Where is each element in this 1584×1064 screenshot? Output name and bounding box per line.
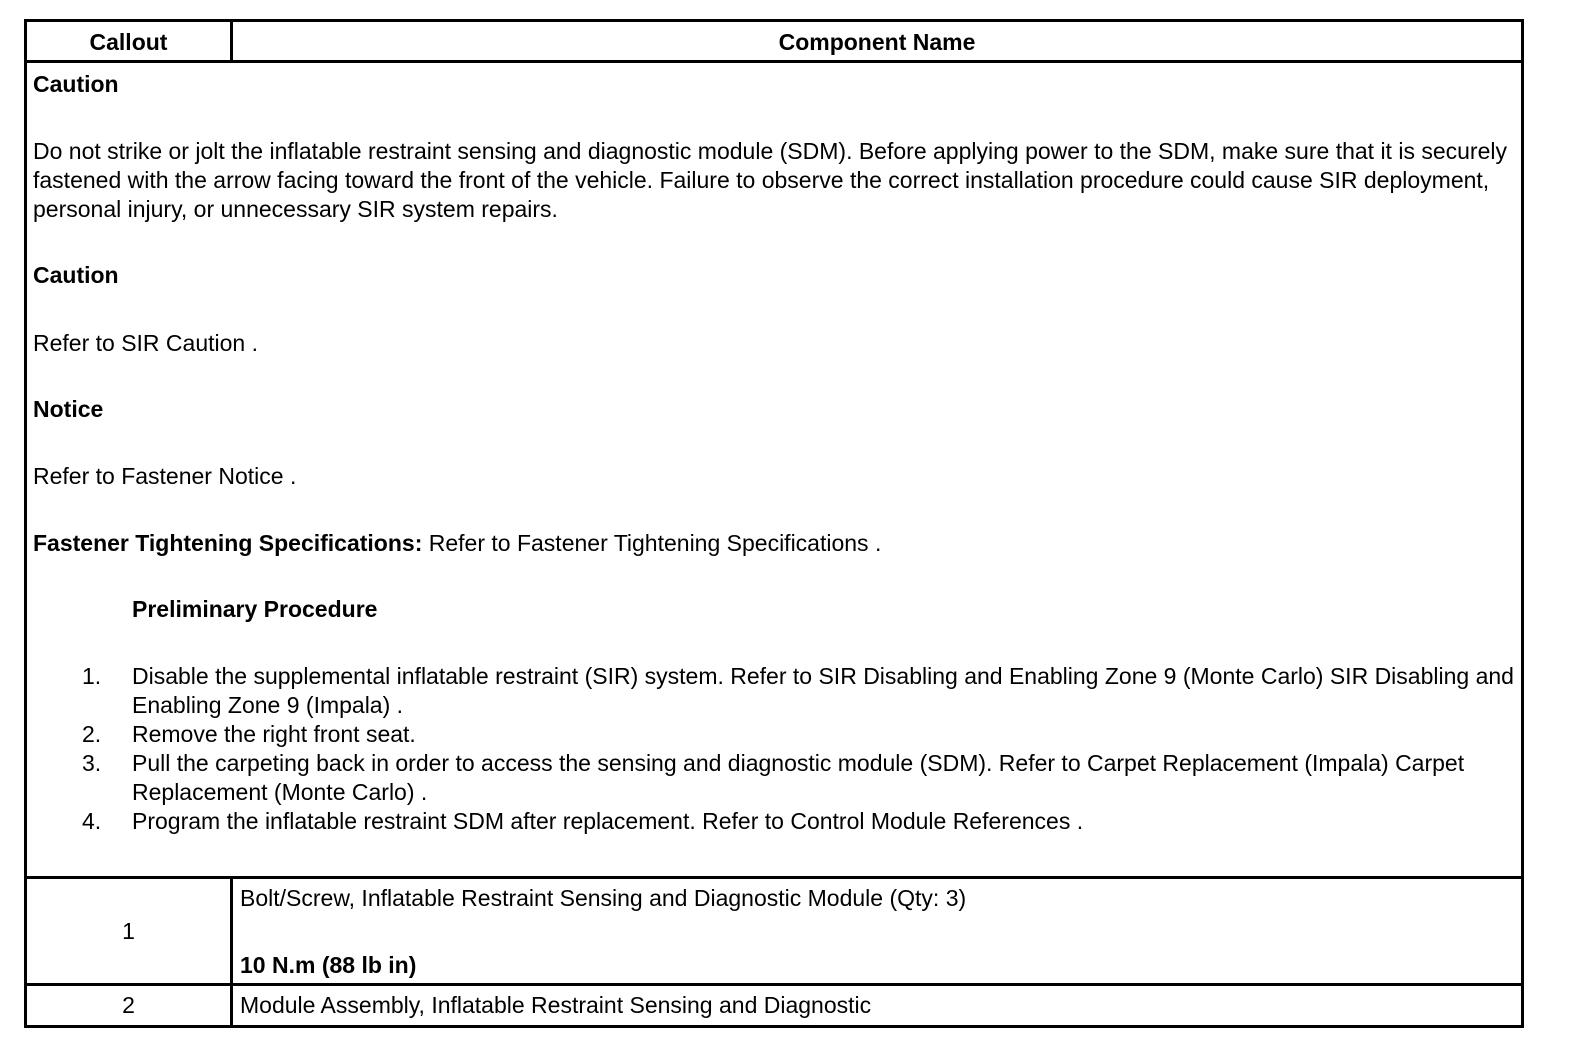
notice-title: Notice	[33, 396, 104, 422]
list-item	[27, 749, 1517, 807]
table-header-row	[27, 22, 1521, 63]
step-number: 2.	[82, 721, 102, 747]
list-item	[27, 720, 1517, 749]
fastener-spec-line	[33, 529, 881, 558]
caution-procedure-row	[27, 63, 1521, 879]
procedure-steps	[27, 662, 1517, 836]
callout-cell	[27, 879, 233, 983]
fastener-spec-label: Fastener Tightening Specifications:	[33, 530, 423, 556]
component-name-cell	[233, 879, 1521, 983]
callout-number: 2	[122, 992, 135, 1018]
step-text: Disable the supplemental inflatable restraint (SIR) system. Refer to SIR Disabling and Enabling Zone 9 (Monte Carlo) SIR Disabling and Enabling Zone 9 (Impala) .	[132, 663, 1514, 718]
list-item	[27, 662, 1517, 720]
step-number: 1.	[82, 663, 102, 689]
callout-cell	[27, 986, 233, 1028]
notice-text: Refer to Fastener Notice .	[33, 463, 297, 489]
list-item	[27, 807, 1517, 836]
header-component-name-cell	[233, 22, 1521, 60]
caution-text: Do not strike or jolt the inflatable restraint sensing and diagnostic module (SDM). Before applying power to the SDM, make sure that it is securely fastened with the arrow facing toward the front of the vehicle. Failure to observe the correct installation procedure could cause SIR deployment, personal injury, or unnecessary SIR system repairs.	[33, 138, 1507, 222]
preliminary-procedure-title: Preliminary Procedure	[132, 596, 378, 622]
callout-number: 1	[122, 918, 135, 944]
step-text: Remove the right front seat.	[132, 721, 416, 747]
table-row	[27, 986, 1521, 1028]
header-callout-cell	[27, 22, 233, 60]
component-name: Module Assembly, Inflatable Restraint Sensing and Diagnostic	[240, 992, 872, 1018]
caution-text-2: Refer to SIR Caution .	[33, 330, 258, 356]
caution-title: Caution	[33, 71, 119, 97]
component-name-cell	[233, 986, 1521, 1028]
component-name: Bolt/Screw, Inflatable Restraint Sensing and Diagnostic Module (Qty: 3)	[240, 885, 967, 911]
torque-spec: 10 N.m (88 lb in)	[240, 952, 417, 978]
caution-title-2: Caution	[33, 262, 119, 288]
header-component-name: Component Name	[778, 29, 976, 55]
header-callout: Callout	[89, 29, 168, 55]
step-text: Pull the carpeting back in order to access the sensing and diagnostic module (SDM). Refer to Carpet Replacement (Impala) Carpet Replacement (Monte Carlo) .	[132, 750, 1465, 805]
step-text: Program the inflatable restraint SDM after replacement. Refer to Control Module References .	[132, 808, 1084, 834]
fastener-spec-text: Refer to Fastener Tightening Specifications .	[422, 530, 882, 556]
step-number: 3.	[82, 750, 102, 776]
component-table	[24, 19, 1524, 1028]
table-row	[27, 879, 1521, 986]
step-number: 4.	[82, 808, 102, 834]
